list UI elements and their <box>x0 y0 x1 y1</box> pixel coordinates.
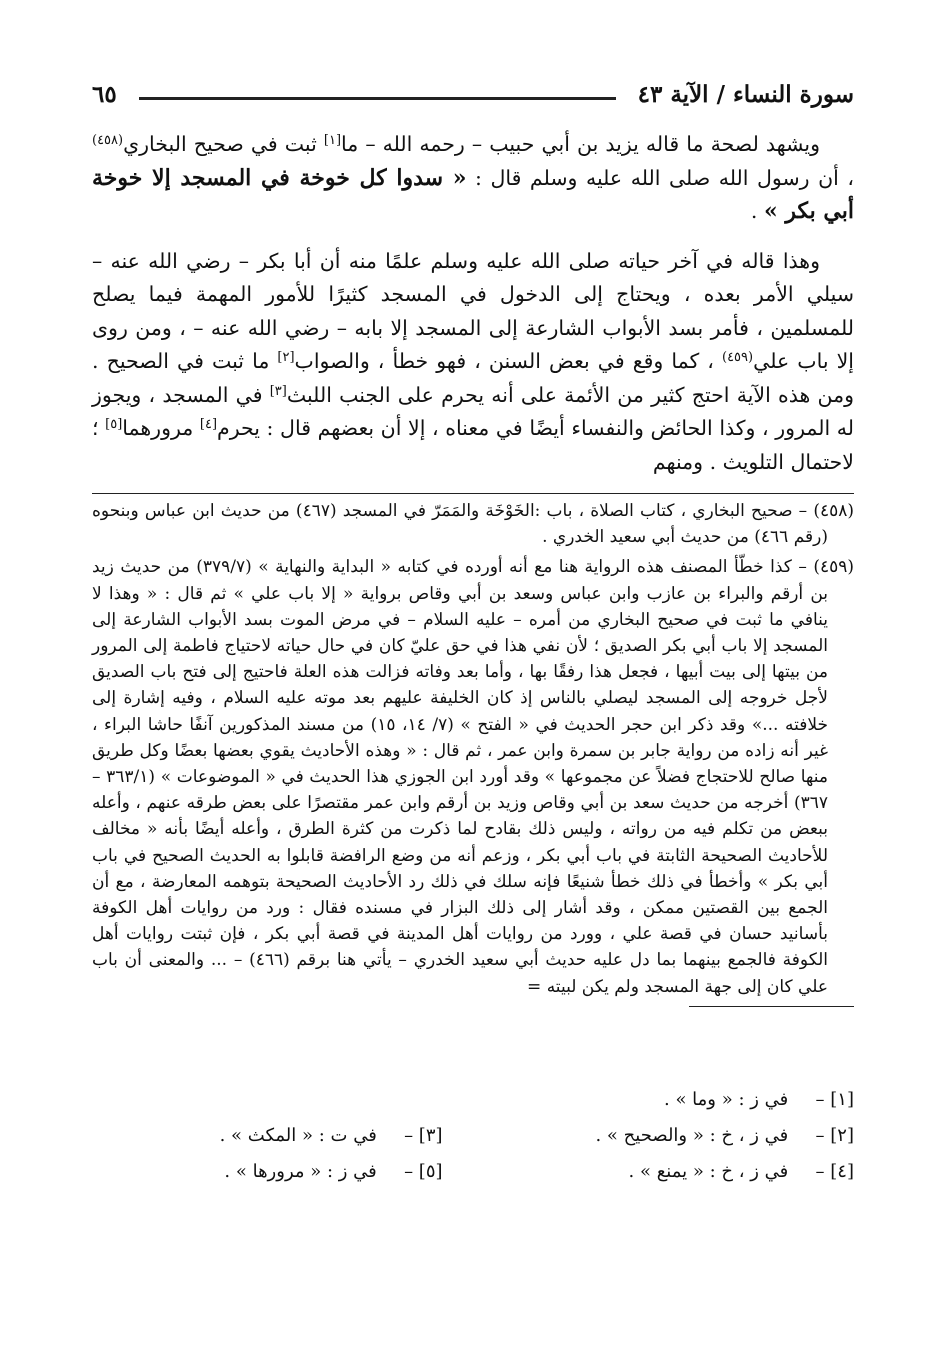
variant-mark: [٢] – <box>815 1125 854 1146</box>
variant-row <box>92 1082 854 1118</box>
text-run: وهذا قاله في آخر حياته صلى الله عليه وسلم علمًا منه أن أبا بكر – رضي الله عنه – سيلي الأمر بعده ، ويحتاج إلى الدخول في المسجد كثيرًا للأمور المهمة فيما يصلح للمسلمين ، فأمر بسد الأبواب الشارعة إلى المسجد إلا بابه – رضي الله عنه – ، ومن روى إلا باب علي <box>92 248 854 373</box>
footnote-458 <box>92 498 854 550</box>
variant-marker: [٢] <box>277 350 295 365</box>
footnote-text: – صحيح البخاري ، كتاب الصلاة ، باب :الخَوْخَة والمَمَرّ في المسجد (٤٦٧) من حديث ابن عباس وبنحوه (رقم ٤٦٦) من حديث أبي سعيد الخدري . <box>92 501 828 548</box>
text-run: ، أن رسول الله صلى الله عليه وسلم قال : <box>466 165 855 190</box>
variant-mark: [٤] – <box>815 1161 854 1182</box>
variant-note-4 <box>443 1154 854 1190</box>
text-run: في المسجد ، ويجوز له المرور ، وكذا الحائض والنفساء أيضًا في معناه ، إلا أن بعضهم قال : يحرم <box>92 382 855 440</box>
text-run: مرورهما <box>122 416 200 440</box>
page-number: ٦٥ <box>92 80 117 108</box>
variant-readings <box>92 1082 854 1190</box>
variant-row <box>92 1154 854 1190</box>
text-run: ، كما وقع في بعض السنن ، فهو خطأ ، والصواب <box>294 349 722 373</box>
variant-mark: [٣] – <box>404 1125 443 1146</box>
footnote-number: (٤٥٨) <box>813 501 855 521</box>
variant-marker: [٤] <box>199 417 218 432</box>
paragraph-2 <box>92 245 854 480</box>
text-run: ثبت في صحيح البخاري <box>123 132 324 156</box>
variant-note-3 <box>92 1118 443 1154</box>
variant-row <box>92 1118 854 1154</box>
variant-mark: [٥] – <box>404 1161 443 1182</box>
variant-note-2 <box>443 1118 854 1154</box>
footnote-marker: (٤٥٨) <box>92 133 124 148</box>
footnote-number: (٤٥٩) <box>813 557 854 578</box>
running-header <box>92 74 854 114</box>
header-rule <box>139 97 616 100</box>
text-run: ما ثبت في الصحيح . ومن هذه الآية احتج كثير من الأئمة على أنه يحرم على الجنب اللبث <box>92 349 854 407</box>
text-run: . <box>750 199 764 223</box>
variant-text: في ت : « المكث » . <box>219 1125 377 1146</box>
paragraph-1 <box>92 128 854 229</box>
footnotes-end-rule <box>689 1006 854 1007</box>
footnotes <box>92 493 854 1007</box>
footnote-marker: (٤٥٩) <box>722 350 754 365</box>
variant-marker: [٣] <box>269 383 287 399</box>
text-run: ؛ لاحتمال التلويث . ومنهم <box>92 416 854 474</box>
surah-title: سورة النساء / الآية ٤٣ <box>637 80 854 108</box>
text-run: ويشهد لصحة ما قاله يزيد بن أبي حبيب – رحمه الله – ما <box>341 132 820 156</box>
variant-note-5 <box>92 1154 443 1190</box>
variant-marker: [٥] <box>105 417 123 432</box>
hadith-quote: « سدوا كل خوخة في المسجد إلا خوخة أبي بكر » <box>92 164 854 224</box>
variant-note-1 <box>443 1082 854 1118</box>
variant-mark: [١] – <box>815 1089 854 1110</box>
variant-text: في ز : « وما » . <box>664 1089 789 1110</box>
footnote-459 <box>92 554 854 999</box>
main-text <box>92 128 854 495</box>
variant-marker: [١] <box>323 133 342 148</box>
footnote-text: – كذا خطّأ المصنف هذه الرواية هنا مع أنه أورده في كتابه « البداية والنهاية » (٣٧٩/٧) من حديث زيد بن أرقم والبراء بن عازب وابن عباس وسعد بن أبي وقاص برواية « إلا باب علي » ثم قال : « وهذا لا ينافي ما ثبت في صحيح البخاري من أمره – عليه السلام – في مرض الموت بسد الأبواب الشارعة إلى المسجد إلا باب أبي بكر الصديق ؛ لأن نفي هذا في حق عليّ كان في حال حياته لاحتياج فاطمة إلى المرور من بيتها إلى بيت أبيها ، فجعل هذا رفقًا بها ، وأما بعد وفاته فزالت هذه العلة فاحتيج إلى فتح باب الصديق لأجل خروجه إلى المسجد ليصلي بالناس إذ كان الخليفة عليهم بعد موته عليه السلام ، وفيه إشارة إلى خلافته ...» وقد ذكر ابن حجر الحديث في « الفتح » (٧/ ١٤، ١٥) من مسند المذكورين آنفًا حاشا البراء ، غير أنه زاده من رواية جابر بن سمرة وابن عمر ، ثم قال : « وهذه الأحاديث يقوي بعضها بعضًا وكل طريق منها صالح للاحتجاج فضلاً عن مجموعها » وقد أورد ابن الجوزي هذا الحديث في « الموضوعات » (٣٦٣/١ – ٣٦٧) أخرجه من حديث سعد بن أبي وقاص وزيد بن أرقم وابن عمر مقتصرًا على بعض طرقه عنهم ، وأعله ببعض من تكلم فيه من رواته ، وليس ذلك بقادح لما ذكرت من كثرة الطرق ، وأعله أيضًا بأنه « مخالف للأحاديث الصحيحة الثابتة في باب أبي بكر ، وزعم أنه من وضع الرافضة قابلوا به الحديث الصحيح في باب أبي بكر » وأخطأ في ذلك خطأ شنيعًا فإنه سلك في ذلك رد الأحاديث الصحيحة بتوهمه المعارضة ، مع أن الجمع بين القصتين ممكن ، وقد أشار إلى ذلك البزار في مسنده فقال : ورد من روايات أهل الكوفة بأسانيد حسان في قصة علي ، وورد من روايات أهل المدينة في قصة أبي بكر ، فإن ثبتت روايات أهل الكوفة فالجمع بينهما بما دل عليه حديث أبي سعيد الخدري – يأتي هنا برقم (٤٦٦) – ... والمعنى أن باب علي كان إلى جهة المسجد ولم يكن لبيته = <box>92 557 829 997</box>
variant-text: في ز ، خ : « والصحيح » . <box>595 1125 789 1146</box>
variant-text: في ز : « مرورها » . <box>224 1161 377 1182</box>
variant-text: في ز ، خ : « يمنع » . <box>628 1161 789 1182</box>
